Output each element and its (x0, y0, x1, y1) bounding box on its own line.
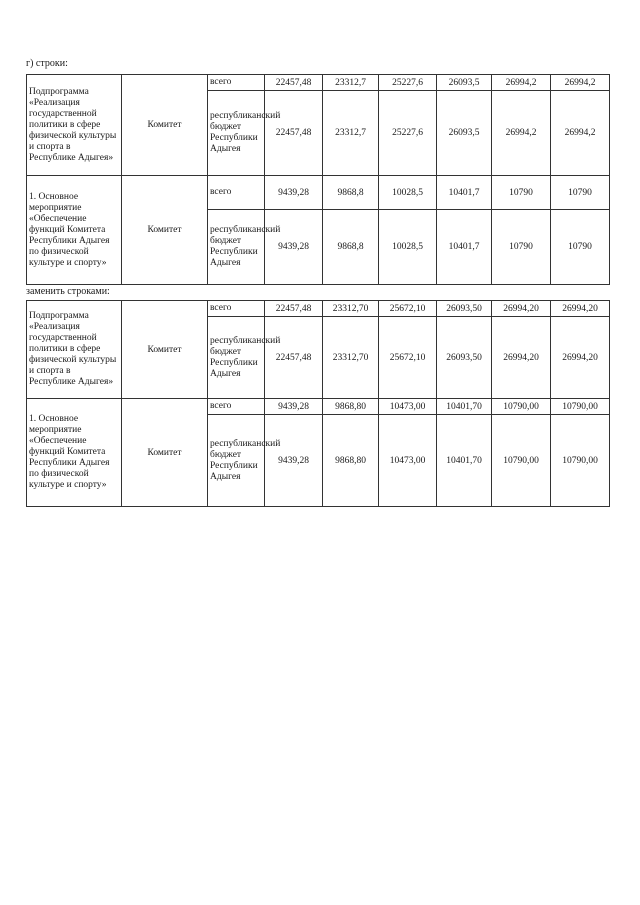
value-cell: 10790,00 (492, 415, 551, 507)
value-cell: 9868,8 (323, 176, 379, 210)
table-row (27, 301, 610, 317)
value-cell: 10401,7 (437, 210, 492, 285)
source-budget-label: республиканский бюджет Республики Адыгея (208, 415, 265, 507)
value-cell: 10790,00 (492, 399, 551, 415)
value-cell: 9439,28 (265, 399, 323, 415)
value-cell: 26093,50 (437, 317, 492, 399)
source-total-label: всего (208, 301, 265, 317)
value-cell: 10790 (492, 210, 551, 285)
value-cell: 22457,48 (265, 301, 323, 317)
source-total-label: всего (208, 75, 265, 91)
value-cell: 10790 (551, 176, 610, 210)
value-cell: 10401,7 (437, 176, 492, 210)
program-name-cell: Подпрограмма «Реализация государственной политики в сфере физической культуры и спорта в Республике Адыгея» (27, 301, 122, 399)
old-rows-table (26, 74, 610, 285)
value-cell: 26994,20 (551, 301, 610, 317)
value-cell: 9868,8 (323, 210, 379, 285)
value-cell: 25672,10 (379, 301, 437, 317)
source-budget-label: республиканский бюджет Республики Адыгея (208, 317, 265, 399)
value-cell: 23312,7 (323, 75, 379, 91)
new-rows-table (26, 300, 610, 507)
value-cell: 25672,10 (379, 317, 437, 399)
value-cell: 10790 (492, 176, 551, 210)
value-cell: 9868,80 (323, 399, 379, 415)
source-budget-label: республиканский бюджет Республики Адыгея (208, 91, 265, 176)
source-total-label: всего (208, 176, 265, 210)
value-cell: 26994,2 (492, 91, 551, 176)
caption-new-rows: заменить строками: (26, 286, 110, 297)
value-cell: 26994,20 (492, 301, 551, 317)
value-cell: 23312,70 (323, 301, 379, 317)
source-budget-label: республиканский бюджет Республики Адыгея (208, 210, 265, 285)
activity-name-cell: 1. Основное мероприятие «Обеспечение функций Комитета Республики Адыгея по физической культуре и спорту» (27, 176, 122, 285)
executor-cell: Комитет (122, 75, 208, 176)
program-name-cell: Подпрограмма «Реализация государственной политики в сфере физической культуры и спорта в Республике Адыгея» (27, 75, 122, 176)
value-cell: 10790,00 (551, 415, 610, 507)
value-cell: 10473,00 (379, 415, 437, 507)
value-cell: 22457,48 (265, 317, 323, 399)
value-cell: 10028,5 (379, 210, 437, 285)
value-cell: 9439,28 (265, 176, 323, 210)
value-cell: 26093,5 (437, 91, 492, 176)
value-cell: 10473,00 (379, 399, 437, 415)
value-cell: 26994,20 (492, 317, 551, 399)
value-cell: 26093,5 (437, 75, 492, 91)
activity-name-cell: 1. Основное мероприятие «Обеспечение функций Комитета Республики Адыгея по физической культуре и спорту» (27, 399, 122, 507)
executor-cell: Комитет (122, 301, 208, 399)
value-cell: 26093,50 (437, 301, 492, 317)
value-cell: 22457,48 (265, 75, 323, 91)
value-cell: 25227,6 (379, 75, 437, 91)
value-cell: 22457,48 (265, 91, 323, 176)
value-cell: 10028,5 (379, 176, 437, 210)
table-row (27, 176, 610, 210)
value-cell: 23312,70 (323, 317, 379, 399)
value-cell: 9439,28 (265, 415, 323, 507)
value-cell: 25227,6 (379, 91, 437, 176)
value-cell: 10790,00 (551, 399, 610, 415)
table-row (27, 75, 610, 91)
value-cell: 10790 (551, 210, 610, 285)
value-cell: 9868,80 (323, 415, 379, 507)
executor-cell: Комитет (122, 176, 208, 285)
value-cell: 23312,7 (323, 91, 379, 176)
value-cell: 26994,20 (551, 317, 610, 399)
table-row (27, 399, 610, 415)
caption-old-rows: г) строки: (26, 58, 68, 69)
value-cell: 10401,70 (437, 399, 492, 415)
value-cell: 26994,2 (551, 75, 610, 91)
value-cell: 26994,2 (492, 75, 551, 91)
value-cell: 10401,70 (437, 415, 492, 507)
value-cell: 26994,2 (551, 91, 610, 176)
source-total-label: всего (208, 399, 265, 415)
executor-cell: Комитет (122, 399, 208, 507)
value-cell: 9439,28 (265, 210, 323, 285)
